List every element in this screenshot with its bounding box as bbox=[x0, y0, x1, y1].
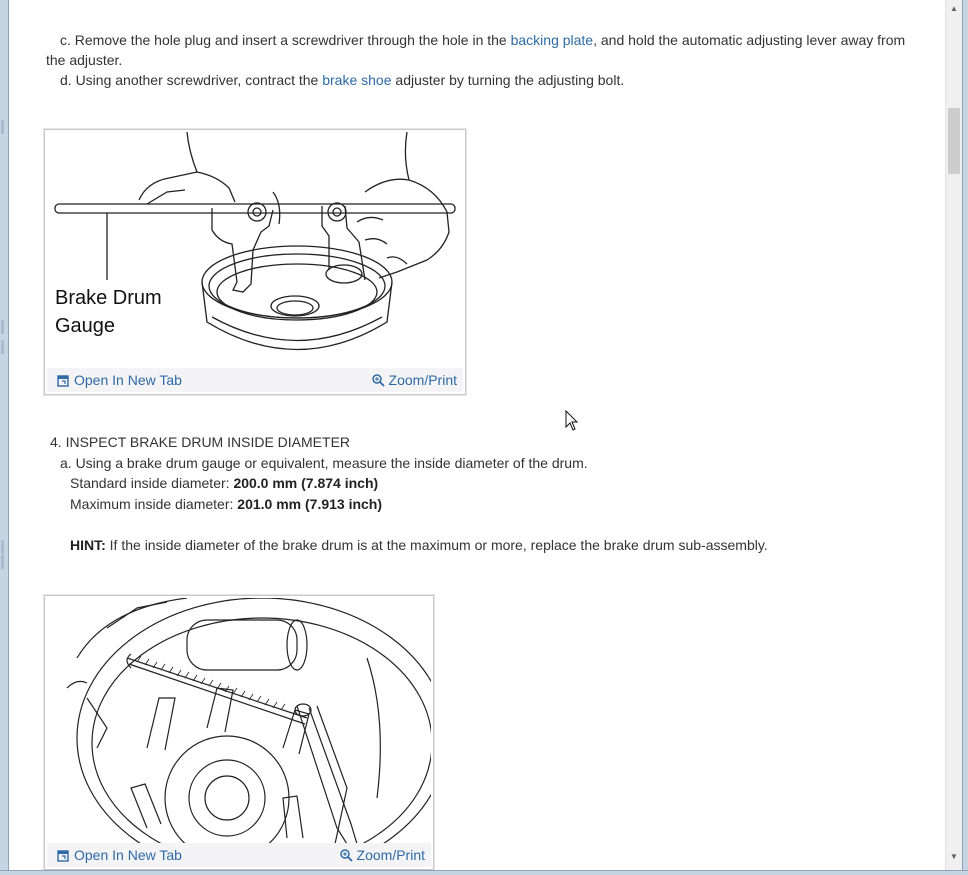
section4-heading: 4. INSPECT BRAKE DRUM INSIDE DIAMETER bbox=[50, 434, 351, 450]
figure1-open-new-tab[interactable]: Open In New Tab bbox=[57, 372, 182, 388]
brake-drum-drawing bbox=[47, 132, 463, 366]
section4-step-a: a. Using a brake drum gauge or equivalent, measure the inside diameter of the drum. bbox=[60, 455, 588, 471]
mouse-cursor-icon bbox=[565, 410, 579, 432]
step-d: d. Using another screwdriver, contract the brake shoe adjuster by turning the adjusting bolt. bbox=[60, 72, 625, 88]
step-c-line2: the adjuster. bbox=[46, 52, 123, 68]
open-new-tab-icon bbox=[57, 849, 69, 861]
brake-drum-gauge-illustration[interactable] bbox=[47, 132, 463, 366]
hint: HINT: If the inside diameter of the brake drum is at the maximum or more, replace the brake drum sub-assembly. bbox=[70, 537, 768, 553]
figure-brake-drum-gauge bbox=[44, 129, 466, 395]
figure-brake-spring bbox=[44, 595, 434, 870]
standard-diameter: Standard inside diameter: 200.0 mm (7.874 inch) bbox=[70, 475, 379, 491]
brake-assembly-drawing bbox=[47, 598, 431, 844]
vertical-scrollbar[interactable] bbox=[945, 0, 962, 870]
window-frame-right bbox=[962, 0, 968, 875]
brake-spring-illustration[interactable] bbox=[47, 598, 431, 844]
figure2-zoom-print[interactable]: Zoom/Print bbox=[340, 847, 425, 863]
brake-shoe-link[interactable]: brake shoe bbox=[322, 72, 392, 88]
open-new-tab-icon bbox=[57, 374, 69, 386]
document-content[interactable] bbox=[10, 0, 945, 870]
hint-label: HINT: bbox=[70, 537, 106, 553]
figure1-zoom-print[interactable]: Zoom/Print bbox=[372, 372, 457, 388]
window-frame-left bbox=[0, 0, 9, 875]
zoom-magnifier-icon bbox=[340, 849, 352, 861]
figure2-open-new-tab[interactable]: Open In New Tab bbox=[57, 847, 182, 863]
figure-label-line1: Brake Drum bbox=[55, 287, 162, 309]
scroll-down-arrow-icon[interactable]: ▼ bbox=[950, 852, 958, 861]
maximum-diameter: Maximum inside diameter: 201.0 mm (7.913 inch) bbox=[70, 496, 383, 512]
maximum-diameter-value: 201.0 mm (7.913 inch) bbox=[237, 496, 383, 512]
figure2-toolbar bbox=[47, 843, 431, 867]
figure1-toolbar bbox=[47, 368, 463, 392]
step-c-line1: c. Remove the hole plug and insert a screwdriver through the hole in the backing plate, and hold the automatic adjusting lever away from bbox=[60, 32, 906, 48]
scrollbar-thumb[interactable] bbox=[948, 108, 960, 174]
window-frame-bottom bbox=[0, 870, 968, 875]
figure-label-line2: Gauge bbox=[55, 315, 116, 337]
scroll-up-arrow-icon[interactable]: ▲ bbox=[950, 4, 958, 13]
standard-diameter-value: 200.0 mm (7.874 inch) bbox=[233, 475, 379, 491]
backing-plate-link[interactable]: backing plate bbox=[510, 32, 594, 48]
zoom-magnifier-icon bbox=[372, 374, 384, 386]
